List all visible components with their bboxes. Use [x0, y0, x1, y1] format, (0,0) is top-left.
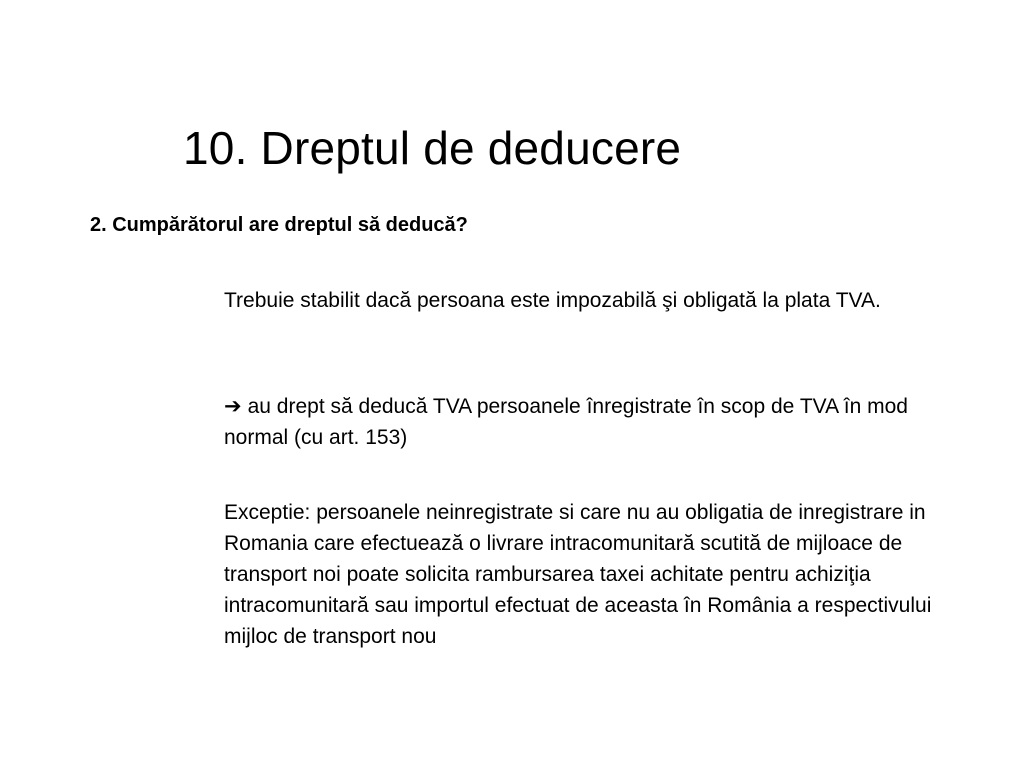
- right-arrow-icon: ➔: [224, 395, 242, 418]
- paragraph-deduction-right-text: au drept să deducă TVA persoanele înregistrate în scop de TVA în mod normal (cu art. 153): [224, 395, 908, 449]
- page-title: 10. Dreptul de deducere: [183, 122, 682, 174]
- paragraph-taxable-person: Trebuie stabilit dacă persoana este impozabilă şi obligată la plata TVA.: [224, 289, 881, 312]
- paragraph-exception: Exceptie: persoanele neinregistrate si care nu au obligatia de inregistrare in Romania care efectuează o livrare intracomunitară scutită de mijloace de transport noi poate solicita rambursarea taxei achitate pentru achiziţia intracomunitară sau importul efectuat de aceasta în România a respectivului mijloc de transport nou: [224, 501, 932, 648]
- slide-subtitle: 2. Cumpărătorul are dreptul să deducă?: [90, 214, 468, 236]
- paragraph-deduction-right: [224, 391, 944, 453]
